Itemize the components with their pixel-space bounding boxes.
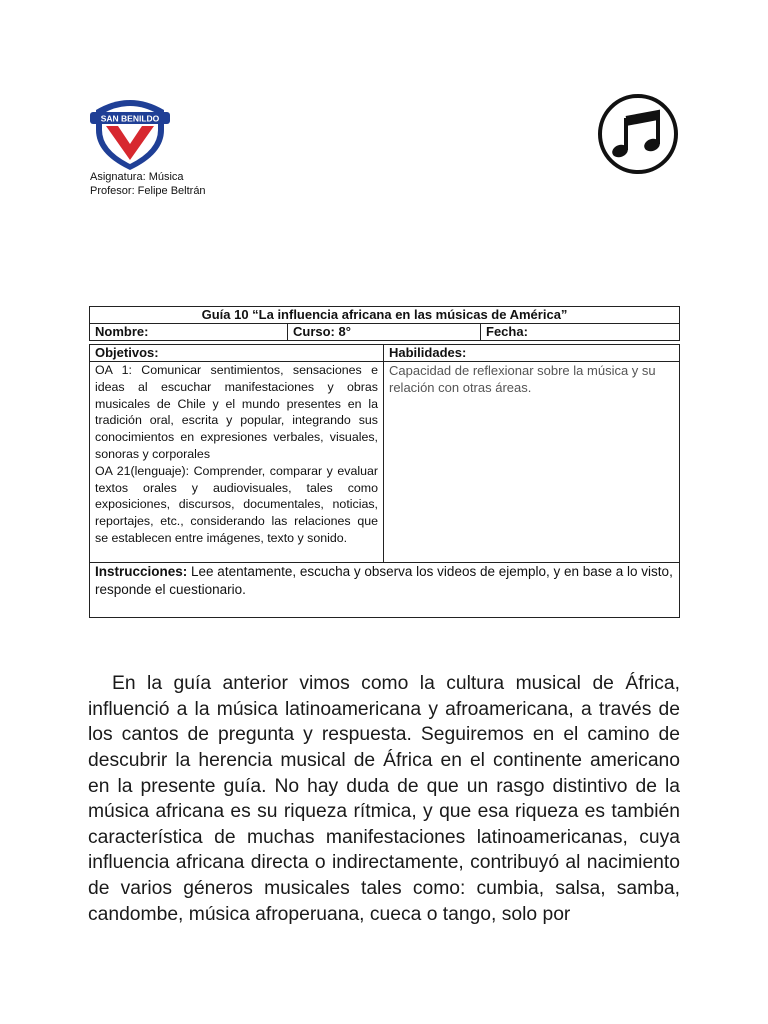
guide-title: Guía 10 “La influencia africana en las músicas de América” — [90, 307, 680, 324]
fecha-field: Fecha: — [481, 324, 680, 341]
objectives-table — [89, 344, 680, 618]
school-logo — [88, 92, 172, 172]
music-note-icon — [596, 92, 680, 176]
teacher-label: Profesor: Felipe Beltrán — [90, 185, 206, 197]
instrucciones-text: Lee atentamente, escucha y observa los videos de ejemplo, y en base a lo visto, responde el cuestionario. — [95, 564, 673, 597]
logo-text: SAN BENILDO — [100, 113, 160, 124]
habilidades-text: Capacidad de reflexionar sobre la música y su relación con otras áreas. — [384, 362, 680, 563]
course-meta — [90, 170, 206, 198]
objetivos-label: Objetivos: — [90, 345, 384, 362]
instructions-cell — [90, 563, 680, 618]
intro-paragraph: En la guía anterior vimos como la cultura musical de África, influenció a la música latinoamericana y afroamericana, a través de los cantos de pregunta y respuesta. Seguiremos en el camino de descubrir la herencia musical de África en el continente americano en la presente guía. No hay duda de que un rasgo distintivo de la música africana es su riqueza rítmica, y que esa riqueza es también característica de muchas manifestaciones latinoamericanas, cuya influencia africana directa o indirectamente, contribuyó al nacimiento de varios géneros musicales tales como: cumbia, salsa, samba, candombe, música afroperuana, cueca o tango, solo por — [88, 673, 680, 925]
objetivos-text: OA 1: Comunicar sentimientos, sensaciones e ideas al escuchar manifestaciones y obras musicales de Chile y el mundo presentes en la tradición oral, escrita y popular, integrando sus conocimientos en expresiones verbales, visuales, sonoras y corporales OA 21(lenguaje): Comprender, comparar y evaluar textos orales y audiovisuales, tales como exposiciones, discursos, documentales, noticias, reportajes, etc., considerando las relaciones que se establecen entre imágenes, texto y sonido. — [90, 362, 384, 563]
guide-table — [89, 306, 680, 341]
habilidades-label: Habilidades: — [384, 345, 680, 362]
curso-field: Curso: 8° — [288, 324, 481, 341]
instrucciones-label: Instrucciones: — [95, 564, 188, 579]
subject-label: Asignatura: Música — [90, 171, 184, 183]
nombre-field: Nombre: — [90, 324, 288, 341]
